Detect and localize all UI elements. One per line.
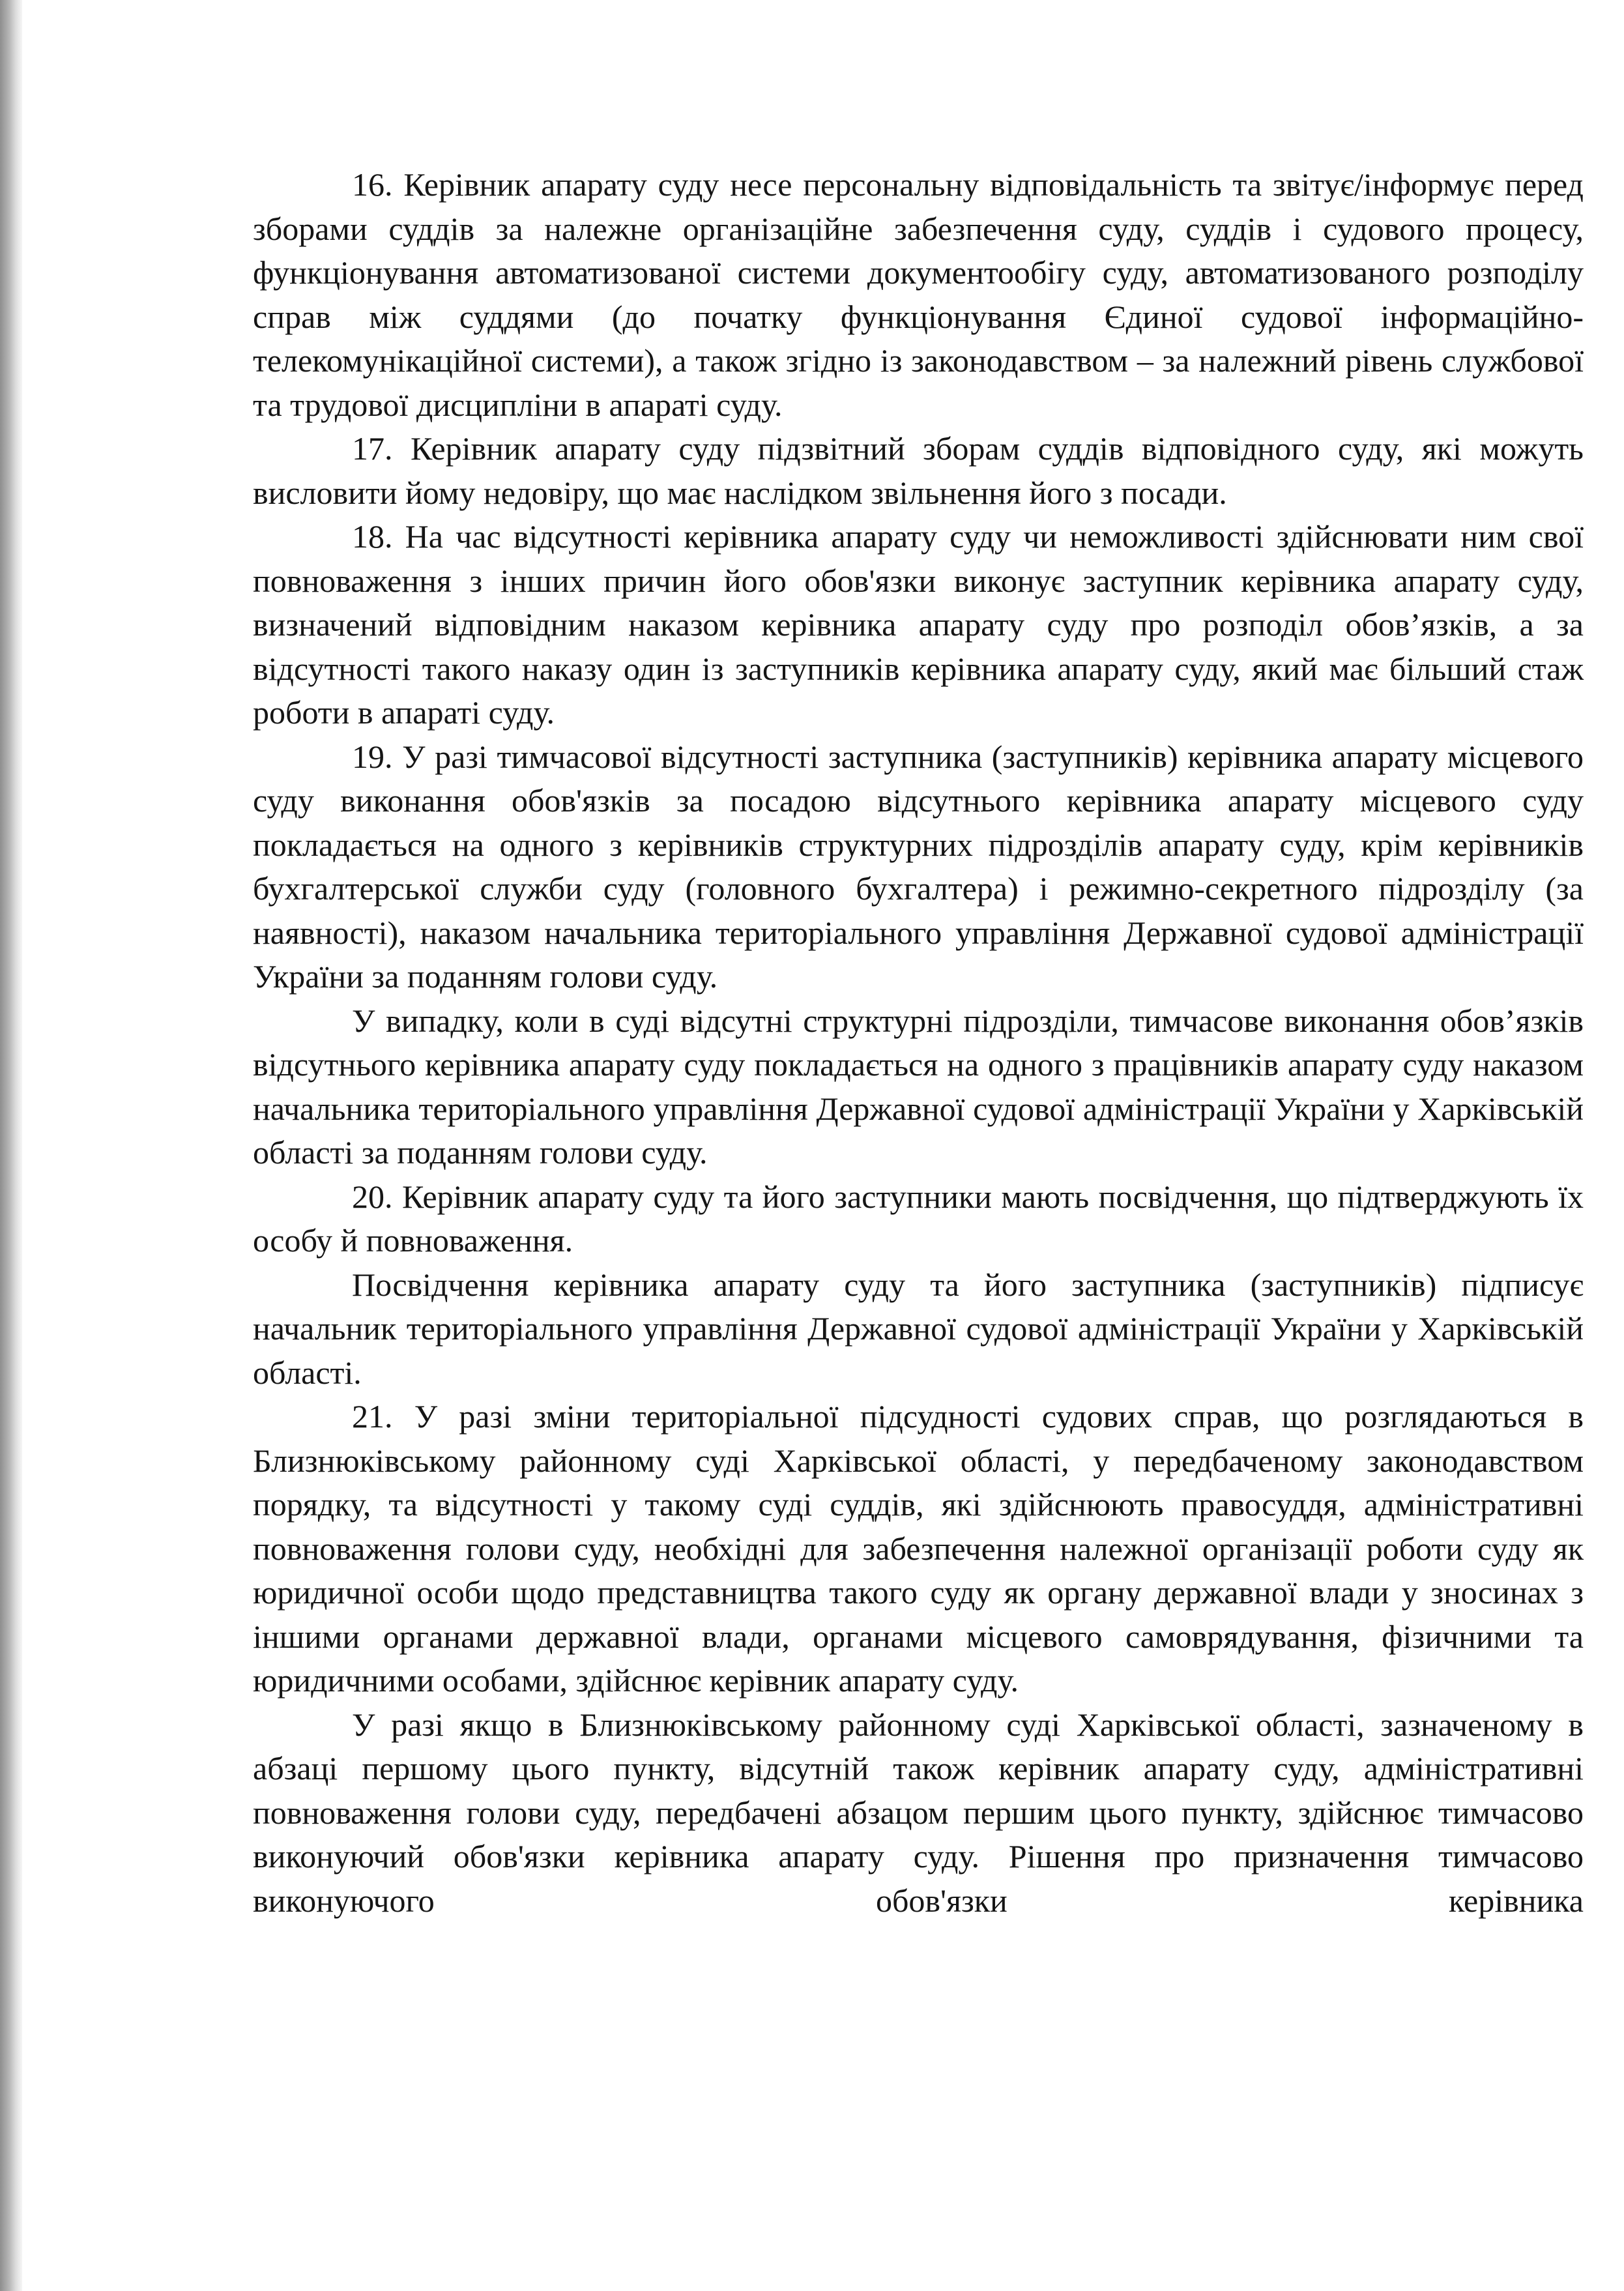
document-body <box>253 163 1584 1923</box>
paragraph-18: 18. На час відсутності керівника апарату суду чи неможливості здійснювати ним свої повноваження з інших причин його обов'язки виконує заступник керівника апарату суду, визначений відповідним наказом керівника апарату суду про розподіл обов’язків, а за відсутності такого наказу один із заступників керівника апарату суду, який має більший стаж роботи в апараті суду. <box>253 518 1584 731</box>
paragraph-16: 16. Керівник апарату суду несе персональну відповідальність та звітує/інформує перед зборами суддів за належне організаційне забезпечення суду, суддів і судового процесу, функціонування автоматизованої системи документообігу суду, автоматизованого розподілу справ між суддями (до початку функціонування Єдиної судової інформаційно-телекомунікаційної системи), а також згідно із законодавством – за належний рівень службової та трудової дисципліни в апараті суду. <box>253 166 1584 423</box>
paragraph-21: 21. У разі зміни територіальної підсудності судових справ, що розглядаються в Близнюківському районному суді Харківської області, у передбаченому законодавством порядку, та відсутності у такому суді суддів, які здійснюють правосуддя, адміністративні повноваження голови суду, необхідні для забезпечення належної організації роботи суду як юридичної особи щодо представництва такого суду як органу державної влади у зносинах з іншими органами державної влади, органами місцевого самоврядування, фізичними та юридичними особами, здійснює керівник апарату суду. <box>253 1398 1584 1699</box>
paragraph-19-second: У випадку, коли в суді відсутні структурні підрозділи, тимчасове виконання обов’язків відсутнього керівника апарату суду покладається на одного з працівників апарату суду наказом начальника територіального управління Державної судової адміністрації України у Харківській області за поданням голови суду. <box>253 1002 1584 1171</box>
paragraph-20-second: Посвідчення керівника апарату суду та його заступника (заступників) підписує начальник територіального управління Державної судової адміністрації України у Харківській області. <box>253 1266 1584 1391</box>
paragraph-20: 20. Керівник апарату суду та його заступники мають посвідчення, що підтверджують їх особу й повноваження. <box>253 1178 1584 1259</box>
paragraph-21-second: У разі якщо в Близнюківському районному суді Харківської області, зазначеному в абзаці першому цього пункту, відсутній також керівник апарату суду, адміністративні повноваження голови суду, передбачені абзацом першим цього пункту, здійснює тимчасово виконуючий обов'язки керівника апарату суду. Рішення про призначення тимчасово виконуючого обов'язки керівника <box>253 1706 1584 1919</box>
scan-edge-shadow <box>0 0 22 2291</box>
paragraph-17: 17. Керівник апарату суду підзвітний зборам суддів відповідного суду, які можуть висловити йому недовіру, що має наслідком звільнення його з посади. <box>253 430 1584 511</box>
paragraph-19: 19. У разі тимчасової відсутності заступника (заступників) керівника апарату місцевого суду виконання обов'язків за посадою відсутнього керівника апарату місцевого суду покладається на одного з керівників структурних підрозділів апарату суду, крім керівників бухгалтерської служби суду (головного бухгалтера) і режимно-секретного підрозділу (за наявності), наказом начальника територіального управління Державної судової адміністрації України за поданням голови суду. <box>253 738 1584 995</box>
